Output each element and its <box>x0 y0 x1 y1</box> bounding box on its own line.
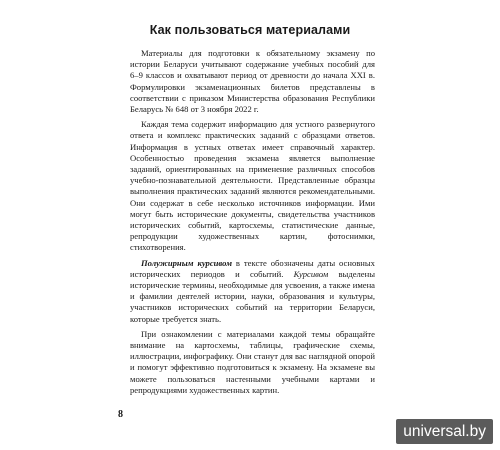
watermark-badge: universal.by <box>396 419 493 444</box>
formatting-text-part1: в тексте обозначены даты основных исторических периодов и событий. <box>130 257 375 279</box>
italic-term: Курсивом <box>293 268 329 279</box>
paragraph-topic-structure: Каждая тема содержит информацию для устного развернутого ответа и комплекс практических заданий с образцами ответов. Информация в устных ответах имеет справочный характер. Особенностью проведения экзамена является выполнение заданий, ориентированных на применение различных способов учебно-познавательной деятельности. Представленные образцы выполнения практических заданий являются рекомендательными. Они содержат в себе несколько источников информации. Ими могут быть исторические документы, свидетельства участников исторических событий, картосхемы, статистические данные, репродукции художественных картин, фотоснимки, стихотворения. <box>130 119 375 253</box>
paragraph-formatting <box>130 258 375 325</box>
paragraph-visual-aids: При ознакомлении с материалами каждой темы обращайте внимание на картосхемы, таблицы, графические схемы, иллюстрации, инфографику. Они станут для вас наглядной опорой и помогут эффективно подготовиться к экзамену. На экзамене вы можете пользоваться настенными учебными картами и репродукциями художественных картин. <box>130 328 375 395</box>
text-body <box>130 48 375 400</box>
paragraph-intro: Материалы для подготовки к обязательному экзамену по истории Беларуси учитывают содержание учебных пособий для 6–9 классов и охватывают период от древности до начала XXI в. Формулировки экзаменационных билетов представлены в соответствии с приказом Министерства образования Республики Беларусь № 648 от 3 ноября 2022 г. <box>130 48 375 115</box>
bold-italic-term: Полужирным курсивом <box>141 257 232 268</box>
formatting-text-part2: выделены исторические термины, необходимые для усвоения, а также имена и фамилии деятелей истории, науки, образования и культуры, участников исторических событий на территории Беларуси, которые требуется знать. <box>130 268 375 324</box>
page-number: 8 <box>118 409 123 420</box>
page-title: Как пользоваться материалами <box>149 23 351 37</box>
